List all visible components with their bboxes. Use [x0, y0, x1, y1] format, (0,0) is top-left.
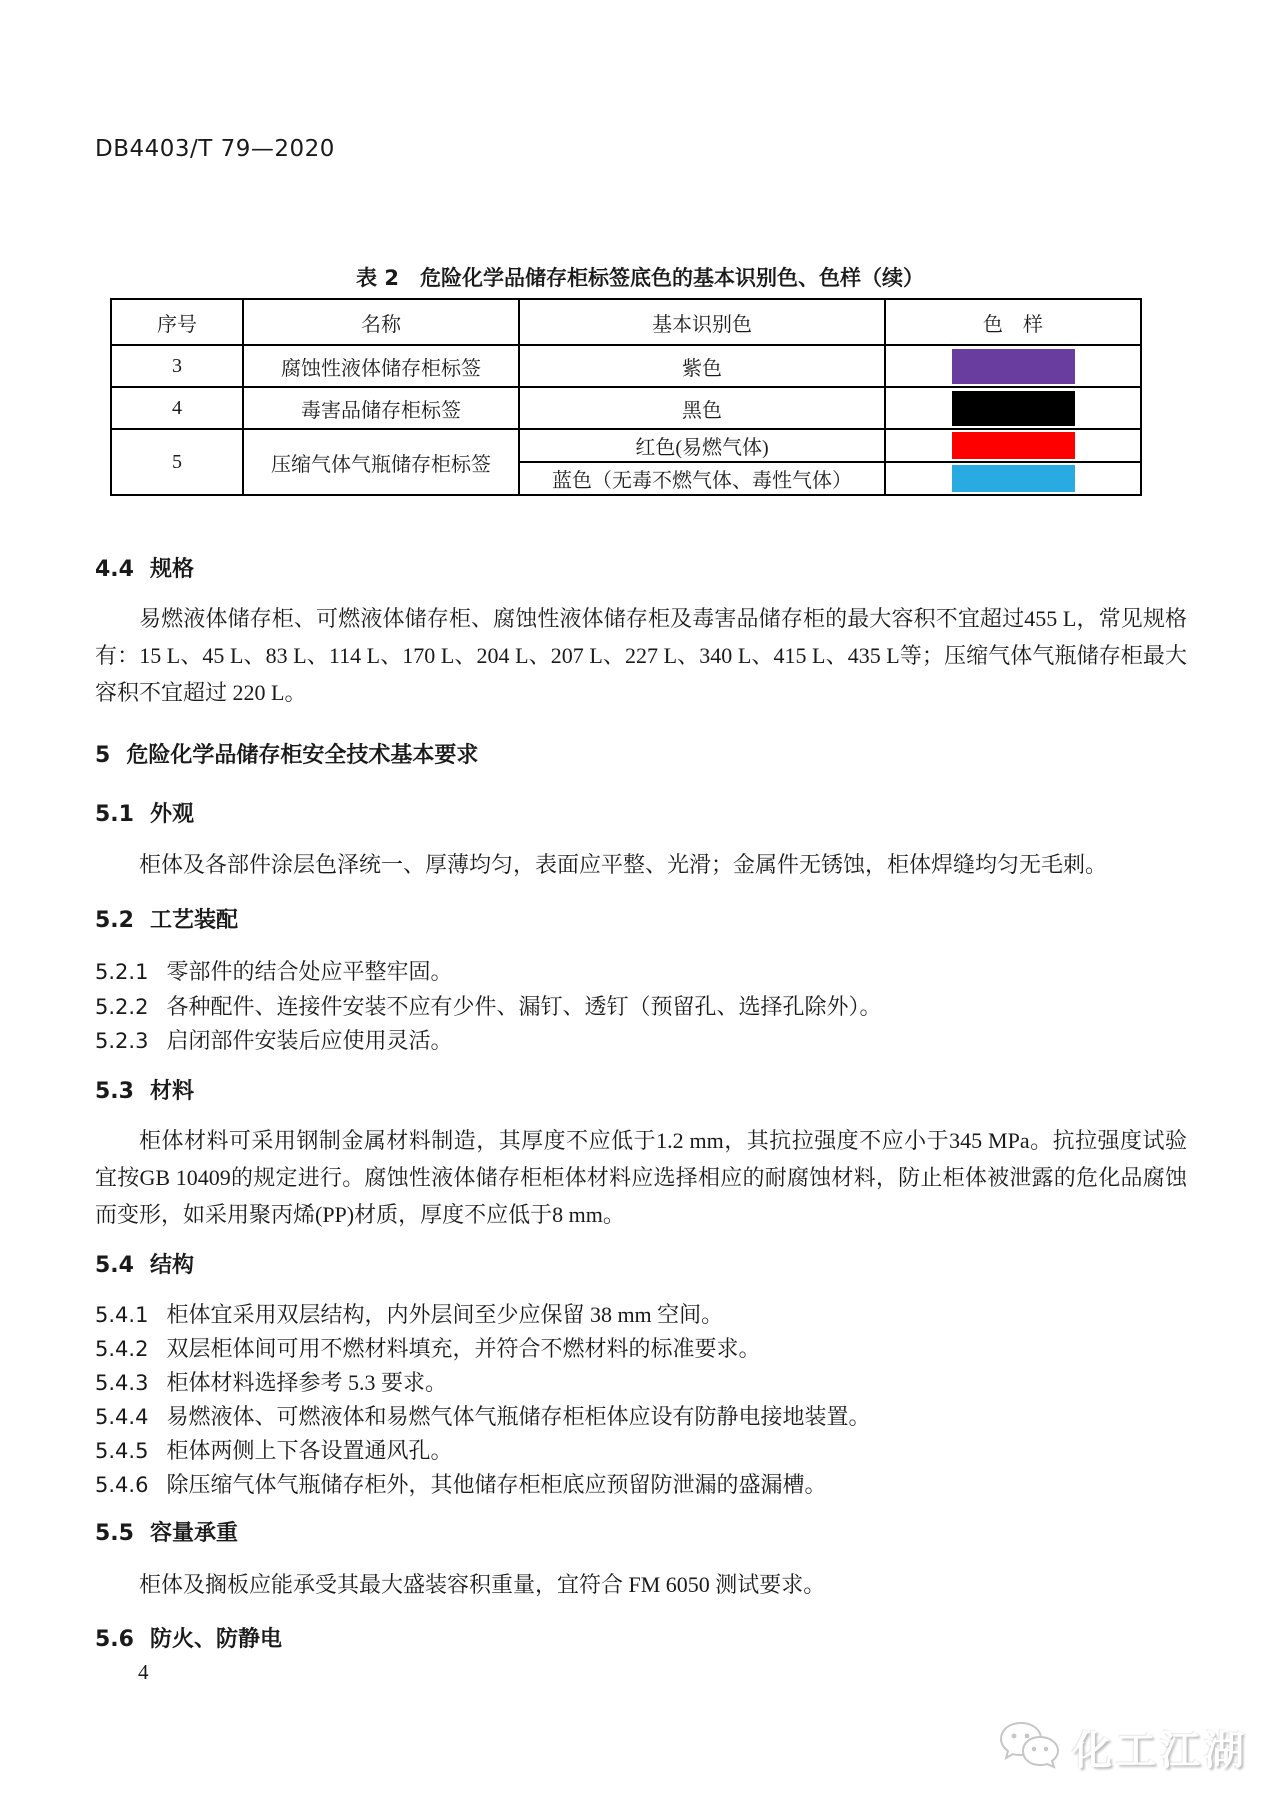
wechat-logo-icon: [996, 1717, 1062, 1778]
cell-no: 5: [111, 429, 243, 495]
cell-name: 腐蚀性液体储存柜标签: [243, 345, 519, 387]
cell-color-sample: [885, 462, 1141, 495]
cell-color-sample: [885, 429, 1141, 462]
heading-5-6: 5.6 防火、防静电: [95, 1627, 282, 1652]
paragraph-5-1: 柜体及各部件涂层色泽统一、厚薄均匀，表面应平整、光滑；金属件无锈蚀，柜体焊缝均匀无毛刺。: [139, 852, 1108, 877]
clause-5-4-3: 5.4.3 柜体材料选择参考 5.3 要求。: [95, 1370, 447, 1395]
heading-4-4: 4.4 规格: [95, 557, 194, 582]
page-number: 4: [138, 1660, 149, 1684]
cell-name: 压缩气体气瓶储存柜标签: [243, 429, 519, 495]
color-swatch-red: [952, 432, 1075, 459]
cell-name: 毒害品储存柜标签: [243, 387, 519, 429]
col-header-name: 名称: [243, 299, 519, 345]
color-swatch-blue: [952, 465, 1075, 492]
heading-5-3: 5.3 材料: [95, 1079, 194, 1104]
cell-color-sample: [885, 345, 1141, 387]
color-table: [110, 298, 1142, 496]
watermark: [996, 1712, 1248, 1782]
color-swatch-purple: [952, 349, 1075, 384]
cell-color-label: 红色(易燃气体): [519, 429, 885, 462]
col-header-sample: 色 样: [885, 299, 1141, 345]
table-row: [111, 429, 1141, 462]
clause-5-4-4: 5.4.4 易燃液体、可燃液体和易燃气体气瓶储存柜柜体应设有防静电接地装置。: [95, 1404, 871, 1429]
heading-5-5: 5.5 容量承重: [95, 1521, 238, 1546]
heading-5: 5 危险化学品储存柜安全技术基本要求: [95, 743, 479, 768]
heading-5-1: 5.1 外观: [95, 802, 194, 827]
doc-code: DB4403/T 79—2020: [95, 136, 335, 162]
cell-color-sample: [885, 387, 1141, 429]
cell-color-label: 紫色: [519, 345, 885, 387]
table-row: [111, 345, 1141, 387]
table-title: 表 2 危险化学品储存柜标签底色的基本识别色、色样（续）: [356, 266, 924, 290]
cell-no: 4: [111, 387, 243, 429]
heading-5-4: 5.4 结构: [95, 1253, 194, 1278]
clause-5-2-3: 5.2.3 启闭部件安装后应使用灵活。: [95, 1028, 453, 1053]
paragraph-5-3: 柜体材料可采用钢制金属材料制造，其厚度不应低于1.2 mm，其抗拉强度不应小于345 MPa。抗拉强度试验宜按GB 10409的规定进行。腐蚀性液体储存柜柜体材料应选择相应的耐腐蚀材料，防止柜体被泄露的危化品腐蚀而变形，如采用聚丙烯(PP)材质，厚度不应低于8 mm。: [95, 1128, 1187, 1227]
paragraph-5-5: 柜体及搁板应能承受其最大盛装容积重量，宜符合 FM 6050 测试要求。: [139, 1572, 826, 1597]
table-header-row: [111, 299, 1141, 345]
col-header-no: 序号: [111, 299, 243, 345]
table-row: [111, 387, 1141, 429]
heading-5-2: 5.2 工艺装配: [95, 908, 238, 933]
color-swatch-black: [952, 391, 1075, 426]
clause-5-2-2: 5.2.2 各种配件、连接件安装不应有少件、漏钉、透钉（预留孔、选择孔除外）。: [95, 994, 882, 1019]
cell-color-label: 黑色: [519, 387, 885, 429]
watermark-text: 化工江湖: [1072, 1727, 1248, 1774]
clause-5-4-2: 5.4.2 双层柜体间可用不燃材料填充，并符合不燃材料的标准要求。: [95, 1336, 761, 1361]
col-header-basic-color: 基本识别色: [519, 299, 885, 345]
clause-5-4-5: 5.4.5 柜体两侧上下各设置通风孔。: [95, 1438, 453, 1463]
paragraph-4-4: 易燃液体储存柜、可燃液体储存柜、腐蚀性液体储存柜及毒害品储存柜的最大容积不宜超过455 L，常见规格有：15 L、45 L、83 L、114 L、170 L、204 L、207 L、227 L、340 L、415 L、435 L等；压缩气体气瓶储存柜最大容积不宜超过 220 L。: [95, 606, 1187, 705]
cell-no: 3: [111, 345, 243, 387]
clause-5-4-6: 5.4.6 除压缩气体气瓶储存柜外，其他储存柜柜底应预留防泄漏的盛漏槽。: [95, 1472, 827, 1497]
clause-5-2-1: 5.2.1 零部件的结合处应平整牢固。: [95, 959, 453, 984]
cell-color-label: 蓝色（无毒不燃气体、毒性气体）: [519, 462, 885, 495]
clause-5-4-1: 5.4.1 柜体宜采用双层结构，内外层间至少应保留 38 mm 空间。: [95, 1302, 724, 1327]
